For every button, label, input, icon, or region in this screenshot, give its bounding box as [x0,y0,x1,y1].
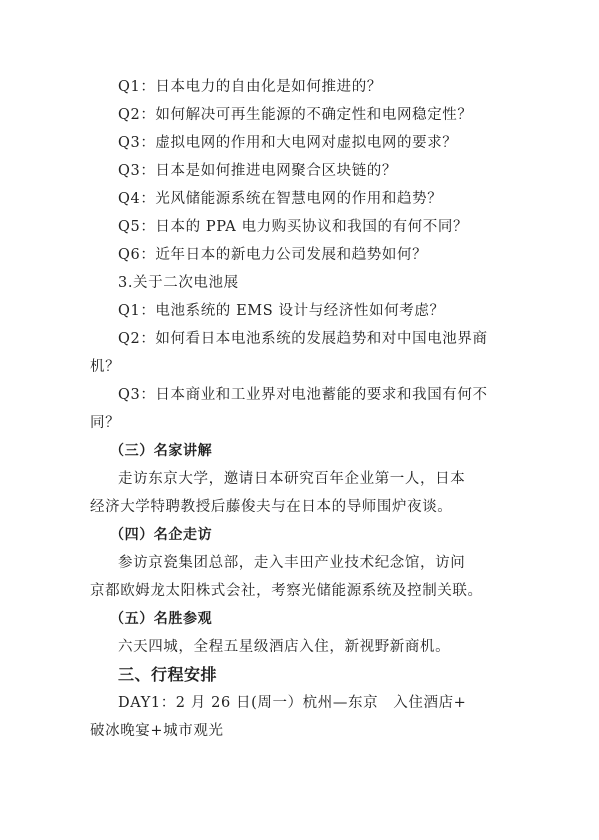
paragraph-line: 京都欧姆龙太阳株式会社，考察光储能源系统及控制关联。 [90,583,483,599]
question-line: Q2：如何看日本电池系统的发展趋势和对中国电池界商 [118,331,488,347]
question-line: Q1：日本电力的自由化是如何推进的？ [118,79,382,95]
heading-experts: （三）名家讲解 [110,443,213,459]
paragraph-line: 经济大学特聘教授后藤俊夫与在日本的导师围炉夜谈。 [90,499,453,515]
question-line-continued: 同？ [90,415,121,431]
question-line: Q3：日本是如何推进电网聚合区块链的？ [118,163,398,179]
paragraph-line: 六天四城，全程五星级酒店入住，新视野新商机。 [118,639,451,655]
paragraph-line: 参访京瓷集团总部，走入丰田产业技术纪念馆，访问 [118,555,466,571]
question-line: Q3：日本商业和工业界对电池蓄能的要求和我国有何不 [118,387,488,403]
itinerary-line: DAY1：2 月 26 日(周一）杭州—东京 入住酒店+ [118,695,467,711]
section-title-itinerary: 三、行程安排 [118,665,218,684]
question-line-continued: 机？ [90,359,121,375]
paragraph-line: 走访东京大学，邀请日本研究百年企业第一人，日本 [118,471,466,487]
question-line: Q3：虚拟电网的作用和大电网对虚拟电网的要求？ [118,135,458,151]
question-line: Q6：近年日本的新电力公司发展和趋势如何？ [118,247,428,263]
heading-companies: （四）名企走访 [110,527,213,543]
question-line: Q5：日本的 PPA 电力购买协议和我国的有何不同？ [118,219,469,235]
subsection-title: 3.关于二次电池展 [118,275,239,291]
question-line: Q2：如何解决可再生能源的不确定性和电网稳定性？ [118,107,473,123]
itinerary-line: 破冰晚宴+城市观光 [90,723,224,739]
question-line: Q1：电池系统的 EMS 设计与经济性如何考虑？ [118,303,445,319]
question-line: Q4：光风储能源系统在智慧电网的作用和趋势？ [118,191,443,207]
heading-sights: （五）名胜参观 [110,611,213,627]
